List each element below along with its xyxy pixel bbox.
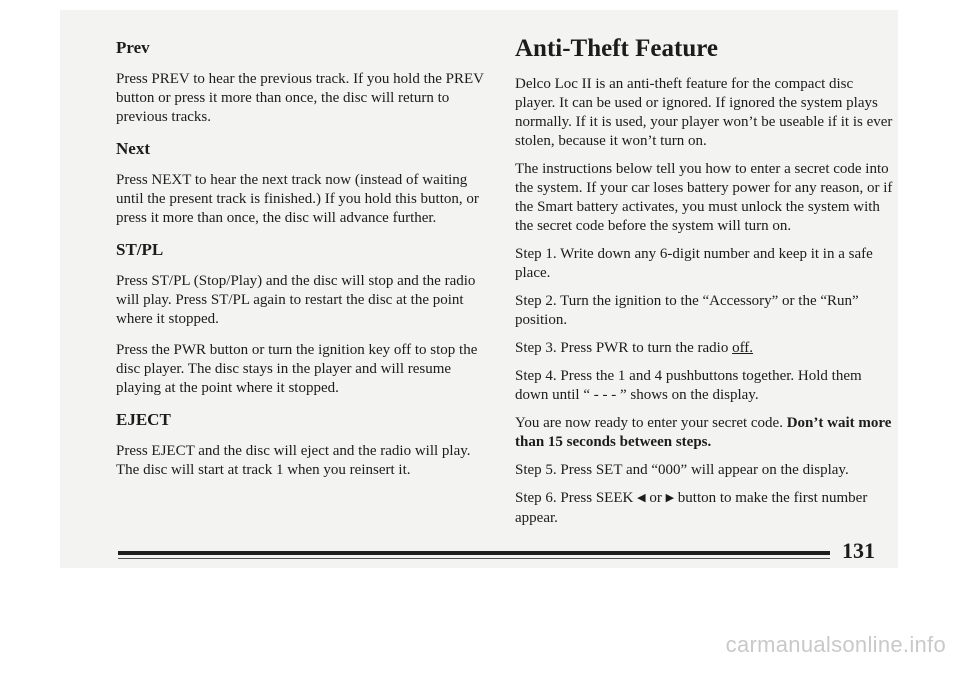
right-column bbox=[515, 34, 895, 537]
next-heading: Next bbox=[116, 139, 150, 158]
step-3-text: Step 3. Press PWR to turn the radio bbox=[515, 340, 729, 356]
stpl-text-1: Press ST/PL (Stop/Play) and the disc will stop and the radio will play. Press ST/PL again to restart the disc at the point where it stopped. bbox=[116, 273, 476, 327]
prev-text: Press PREV to hear the previous track. If you hold the PREV button or press it more than once, the disc will return to previous tracks. bbox=[116, 71, 484, 125]
manual-page bbox=[60, 10, 898, 568]
watermark-text: carmanualsonline.info bbox=[725, 632, 946, 657]
anti-theft-intro: Delco Loc II is an anti-theft feature for the compact disc player. It can be used or ignored. If ignored the system plays normally. If it is used, your player won’t be useable if it is ever stolen, because it won’t turn on. bbox=[515, 76, 893, 149]
step-5: Step 5. Press SET and “000” will appear on the display. bbox=[515, 462, 849, 478]
stpl-heading: ST/PL bbox=[116, 240, 164, 259]
left-column bbox=[116, 38, 496, 492]
footer-rule-thick bbox=[118, 551, 830, 555]
footer-rule-thin bbox=[118, 558, 830, 559]
step-1: Step 1. Write down any 6-digit number and keep it in a safe place. bbox=[515, 246, 873, 281]
seek-right-icon: ▶ bbox=[665, 492, 675, 504]
ready-note-text: You are now ready to enter your secret code. bbox=[515, 415, 783, 431]
step-6-or: or bbox=[649, 490, 662, 506]
prev-heading: Prev bbox=[116, 38, 150, 57]
step-3-off: off. bbox=[732, 340, 754, 356]
ready-note-warning: Don’t wait more than 15 seconds between steps. bbox=[515, 415, 892, 450]
page-number: 131 bbox=[842, 538, 875, 563]
seek-left-icon: ◀ bbox=[637, 492, 646, 504]
step-2: Step 2. Turn the ignition to the “Accessory” or the “Run” position. bbox=[515, 293, 859, 328]
eject-heading: EJECT bbox=[116, 410, 171, 429]
ready-note bbox=[515, 414, 895, 452]
eject-text: Press EJECT and the disc will eject and the radio will play. The disc will start at track 1 when you reinsert it. bbox=[116, 443, 471, 478]
step-6-text: Step 6. Press SEEK bbox=[515, 490, 634, 506]
next-text: Press NEXT to hear the next track now (instead of waiting until the present track is finished.) If you hold this button, or press it more than once, the disc will advance further. bbox=[116, 172, 479, 226]
step-4: Step 4. Press the 1 and 4 pushbuttons together. Hold them down until “ - - - ” shows on the display. bbox=[515, 368, 862, 403]
step-3 bbox=[515, 339, 895, 358]
anti-theft-instructions: The instructions below tell you how to enter a secret code into the system. If your car loses battery power for any reason, or if the Smart battery activates, you must unlock the system with the secret code before the system will turn on. bbox=[515, 161, 893, 234]
stpl-text-2: Press the PWR button or turn the ignition key off to stop the disc player. The disc stays in the player and will resume playing at the point where it stopped. bbox=[116, 342, 478, 396]
step-6-rest: button to make the first number appear. bbox=[515, 490, 868, 526]
anti-theft-title: Anti-Theft Feature bbox=[515, 35, 718, 62]
step-6 bbox=[515, 489, 895, 528]
